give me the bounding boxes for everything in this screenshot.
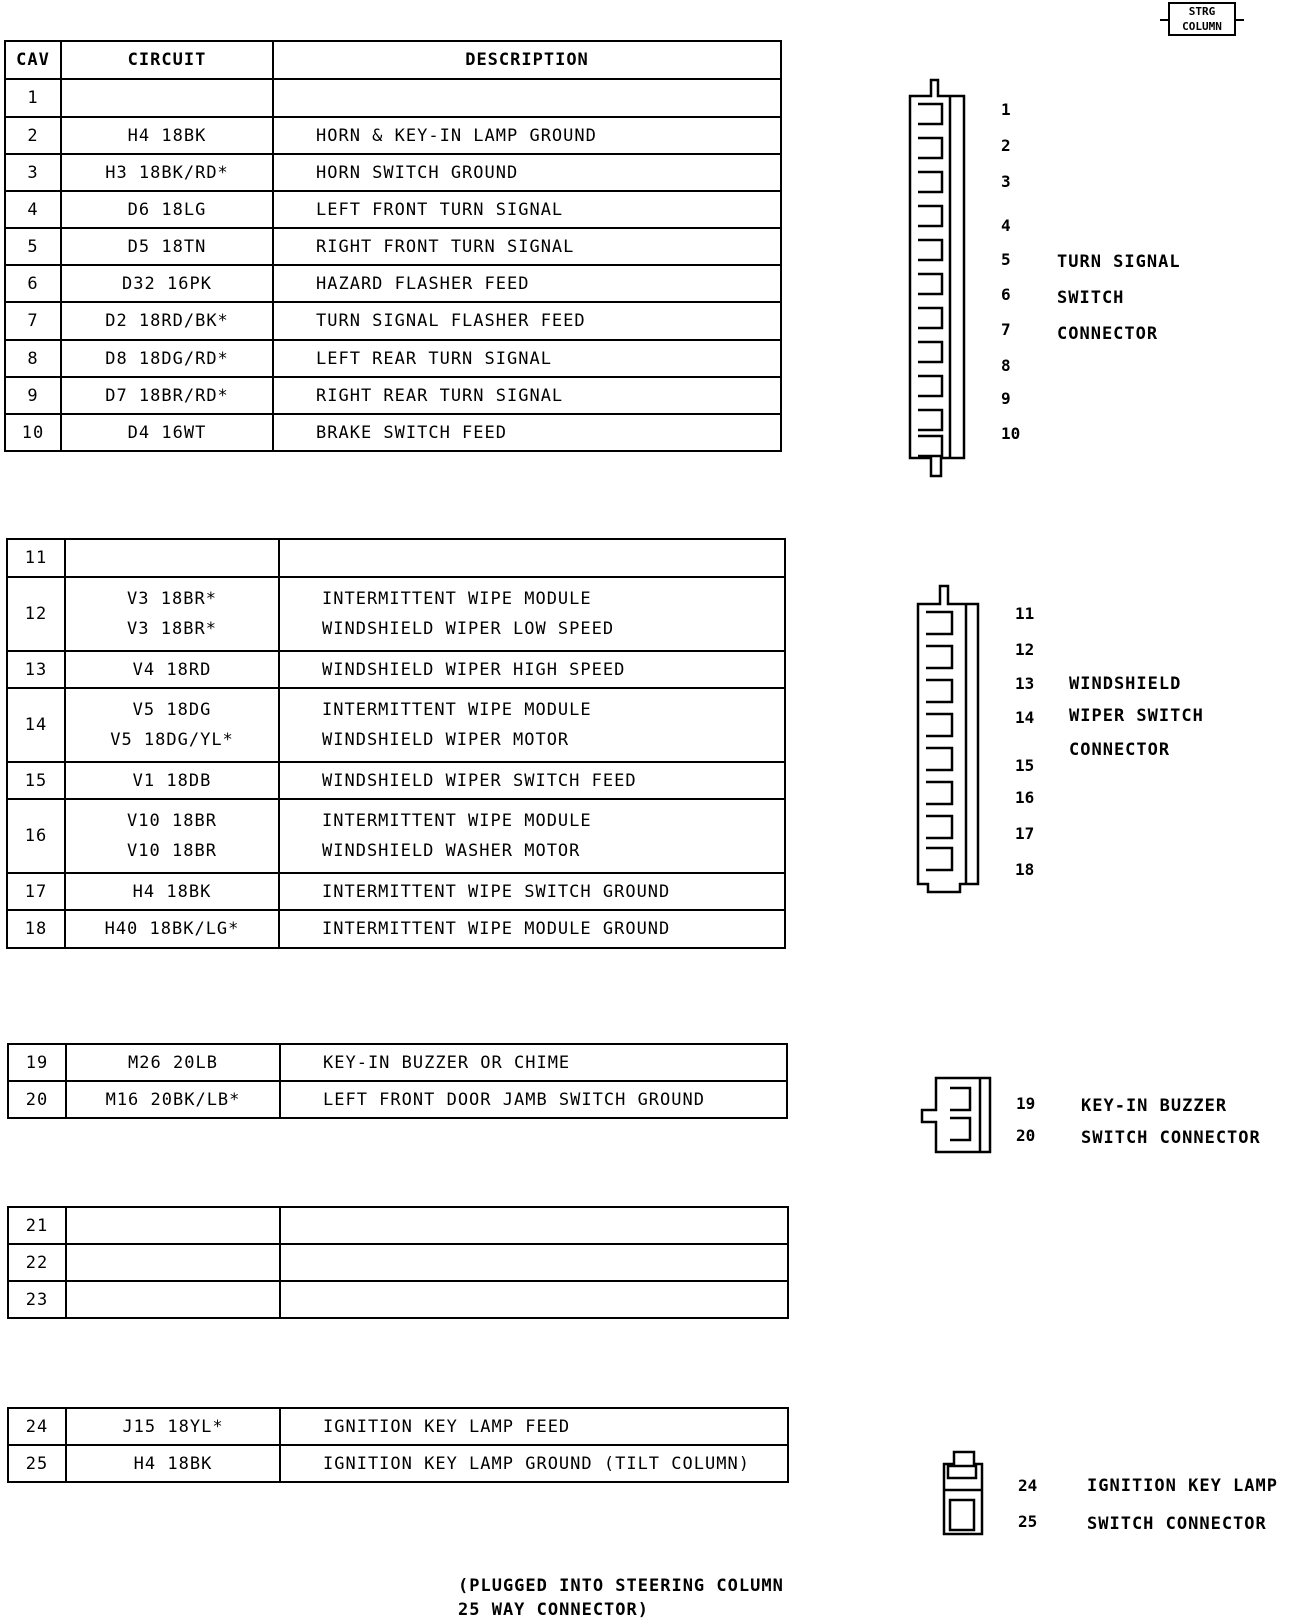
cell-description: WINDSHIELD WIPER SWITCH FEED [279,762,785,799]
turn_signal-pin-label: 7 [1001,320,1011,339]
cell-circuit: D4 16WT [61,414,273,451]
wiper-pin-label: 11 [1015,604,1035,623]
cell-circuit: D6 18LG [61,191,273,228]
cell-cav: 25 [8,1445,66,1482]
description-line-1: INTERMITTENT WIPE MODULE [322,700,592,720]
turn_signal-pin-label: 3 [1001,172,1011,191]
tag-line-1: STRG [1188,5,1216,18]
cell-cav: 15 [7,762,65,799]
cell-description: KEY-IN BUZZER OR CHIME [280,1044,787,1081]
cell-circuit: M26 20LB [66,1044,280,1081]
cell-cav: 8 [5,340,61,377]
connector-slot [918,240,942,260]
circuit-line-1: V10 18BR [127,811,217,831]
connector-slot [918,410,942,430]
header-cav: CAV [5,41,61,79]
cell-circuit: M16 20BK/LB* [66,1081,280,1118]
ignition-key-lamp-connector-icon [944,1452,982,1534]
cell-cav: 9 [5,377,61,414]
cell-cav: 13 [7,651,65,688]
ignition-label-1: IGNITION KEY LAMP [1087,1476,1278,1496]
cell-description: BRAKE SWITCH FEED [273,414,781,451]
wiper-label-3: CONNECTOR [1069,740,1171,760]
wiper-pin-label: 18 [1015,860,1035,879]
cell-circuit: H40 18BK/LG* [65,910,279,948]
circuit-line-2: V3 18BR* [127,619,217,639]
cell-description: LEFT REAR TURN SIGNAL [273,340,781,377]
cell-cav: 17 [7,873,65,910]
turn-signal-label-3: CONNECTOR [1057,324,1159,344]
note-line-1: (PLUGGED INTO STEERING COLUMN [458,1576,784,1596]
connector-slot [918,206,942,226]
cell-circuit: D7 18BR/RD* [61,377,273,414]
description-line-1: INTERMITTENT WIPE MODULE [322,811,592,831]
cell-cav: 20 [8,1081,66,1118]
cell-description: IGNITION KEY LAMP FEED [280,1408,788,1445]
cell-cav: 12 [7,577,65,651]
connector-slot [918,138,942,158]
buzzer-pin-label: 19 [1016,1094,1036,1113]
cell-cav: 7 [5,302,61,340]
connector-slot [926,782,952,804]
description-line-2: WINDSHIELD WIPER MOTOR [322,730,570,750]
turn_signal-pin-label: 5 [1001,250,1011,269]
cell-circuit: D2 18RD/BK* [61,302,273,340]
cell-description: WINDSHIELD WIPER HIGH SPEED [279,651,785,688]
connector-slot [918,104,942,124]
description-line-2: WINDSHIELD WASHER MOTOR [322,841,581,861]
header-circuit: CIRCUIT [61,41,273,79]
cell-description: INTERMITTENT WIPE SWITCH GROUND [279,873,785,910]
buzzer-label-1: KEY-IN BUZZER [1081,1096,1228,1116]
turn_signal-pin-label: 6 [1001,285,1011,304]
wiper-pin-label: 16 [1015,788,1035,807]
cell-description: TURN SIGNAL FLASHER FEED [273,302,781,340]
cell-circuit: H4 18BK [66,1445,280,1482]
circuit-line-2: V5 18DG/YL* [110,730,234,750]
cell-description: HORN SWITCH GROUND [273,154,781,191]
cell-cav: 22 [8,1244,66,1281]
cell-cav: 18 [7,910,65,948]
cell-cav: 21 [8,1207,66,1244]
turn_signal-pin-label: 4 [1001,216,1011,235]
cell-cav: 1 [5,79,61,117]
turn-signal-connector-icon [910,80,964,476]
cell-cav: 3 [5,154,61,191]
cell-description: IGNITION KEY LAMP GROUND (TILT COLUMN) [280,1445,788,1482]
connector-slot [918,376,942,396]
cell-cav: 24 [8,1408,66,1445]
cell-circuit: D5 18TN [61,228,273,265]
cell-description: LEFT FRONT DOOR JAMB SWITCH GROUND [280,1081,787,1118]
connector-slot [926,612,952,634]
wiper-pin-label: 13 [1015,674,1035,693]
connector-slot [918,342,942,362]
tag-line-2: COLUMN [1182,20,1222,33]
description-line-2: WINDSHIELD WIPER LOW SPEED [322,619,615,639]
connector-slot [926,748,952,770]
cell-circuit: V1 18DB [65,762,279,799]
cell-cav: 10 [5,414,61,451]
cell-cav: 16 [7,799,65,873]
connector-slot [918,274,942,294]
buzzer-connector-icon [922,1078,990,1152]
connector-slot [918,308,942,328]
cell-cav: 23 [8,1281,66,1318]
wiper-pin-label: 12 [1015,640,1035,659]
cell-cav: 6 [5,265,61,302]
note-line-2: 25 WAY CONNECTOR) [458,1600,649,1620]
wiper-label-1: WINDSHIELD [1069,674,1182,694]
wiper-switch-connector-icon [918,586,978,892]
cell-circuit: H4 18BK [61,117,273,154]
ignition-pin-label: 24 [1018,1476,1038,1495]
cell-cav: 19 [8,1044,66,1081]
cell-circuit: H3 18BK/RD* [61,154,273,191]
connector-slot [926,646,952,668]
circuit-line-1: V3 18BR* [127,589,217,609]
cell-description: HAZARD FLASHER FEED [273,265,781,302]
cell-description: RIGHT FRONT TURN SIGNAL [273,228,781,265]
cell-cav: 5 [5,228,61,265]
cell-description: RIGHT REAR TURN SIGNAL [273,377,781,414]
wiper-label-2: WIPER SWITCH [1069,706,1204,726]
buzzer-pin-label: 20 [1016,1126,1036,1145]
connector-slot [926,680,952,702]
connector-slot [918,172,942,192]
connector-slot [926,816,952,838]
turn-signal-label-2: SWITCH [1057,288,1125,308]
connector-slot [926,848,952,870]
ignition-label-2: SWITCH CONNECTOR [1087,1514,1267,1534]
cell-description: HORN & KEY-IN LAMP GROUND [273,117,781,154]
turn_signal-pin-label: 8 [1001,356,1011,375]
description-line-1: INTERMITTENT WIPE MODULE [322,589,592,609]
connector-slot [926,714,952,736]
buzzer-label-2: SWITCH CONNECTOR [1081,1128,1261,1148]
turn_signal-pin-label: 9 [1001,389,1011,408]
cell-circuit: D8 18DG/RD* [61,340,273,377]
cell-cav: 4 [5,191,61,228]
circuit-line-1: V5 18DG [132,700,212,720]
cell-circuit: H4 18BK [65,873,279,910]
connector-slot [918,436,942,456]
cell-description: LEFT FRONT TURN SIGNAL [273,191,781,228]
cell-circuit: V4 18RD [65,651,279,688]
circuit-line-2: V10 18BR [127,841,217,861]
cell-cav: 2 [5,117,61,154]
turn-signal-label-1: TURN SIGNAL [1057,252,1181,272]
cell-circuit: J15 18YL* [66,1408,280,1445]
ignition-pin-label: 25 [1018,1512,1038,1531]
wiper-pin-label: 15 [1015,756,1035,775]
cell-circuit: D32 16PK [61,265,273,302]
wiper-pin-label: 17 [1015,824,1035,843]
cell-description: INTERMITTENT WIPE MODULE GROUND [279,910,785,948]
cell-cav: 14 [7,688,65,762]
header-description: DESCRIPTION [273,41,781,79]
turn_signal-pin-label: 10 [1001,424,1021,443]
wiper-pin-label: 14 [1015,708,1035,727]
turn_signal-pin-label: 1 [1001,100,1011,119]
cell-cav: 11 [7,539,65,577]
turn_signal-pin-label: 2 [1001,136,1011,155]
